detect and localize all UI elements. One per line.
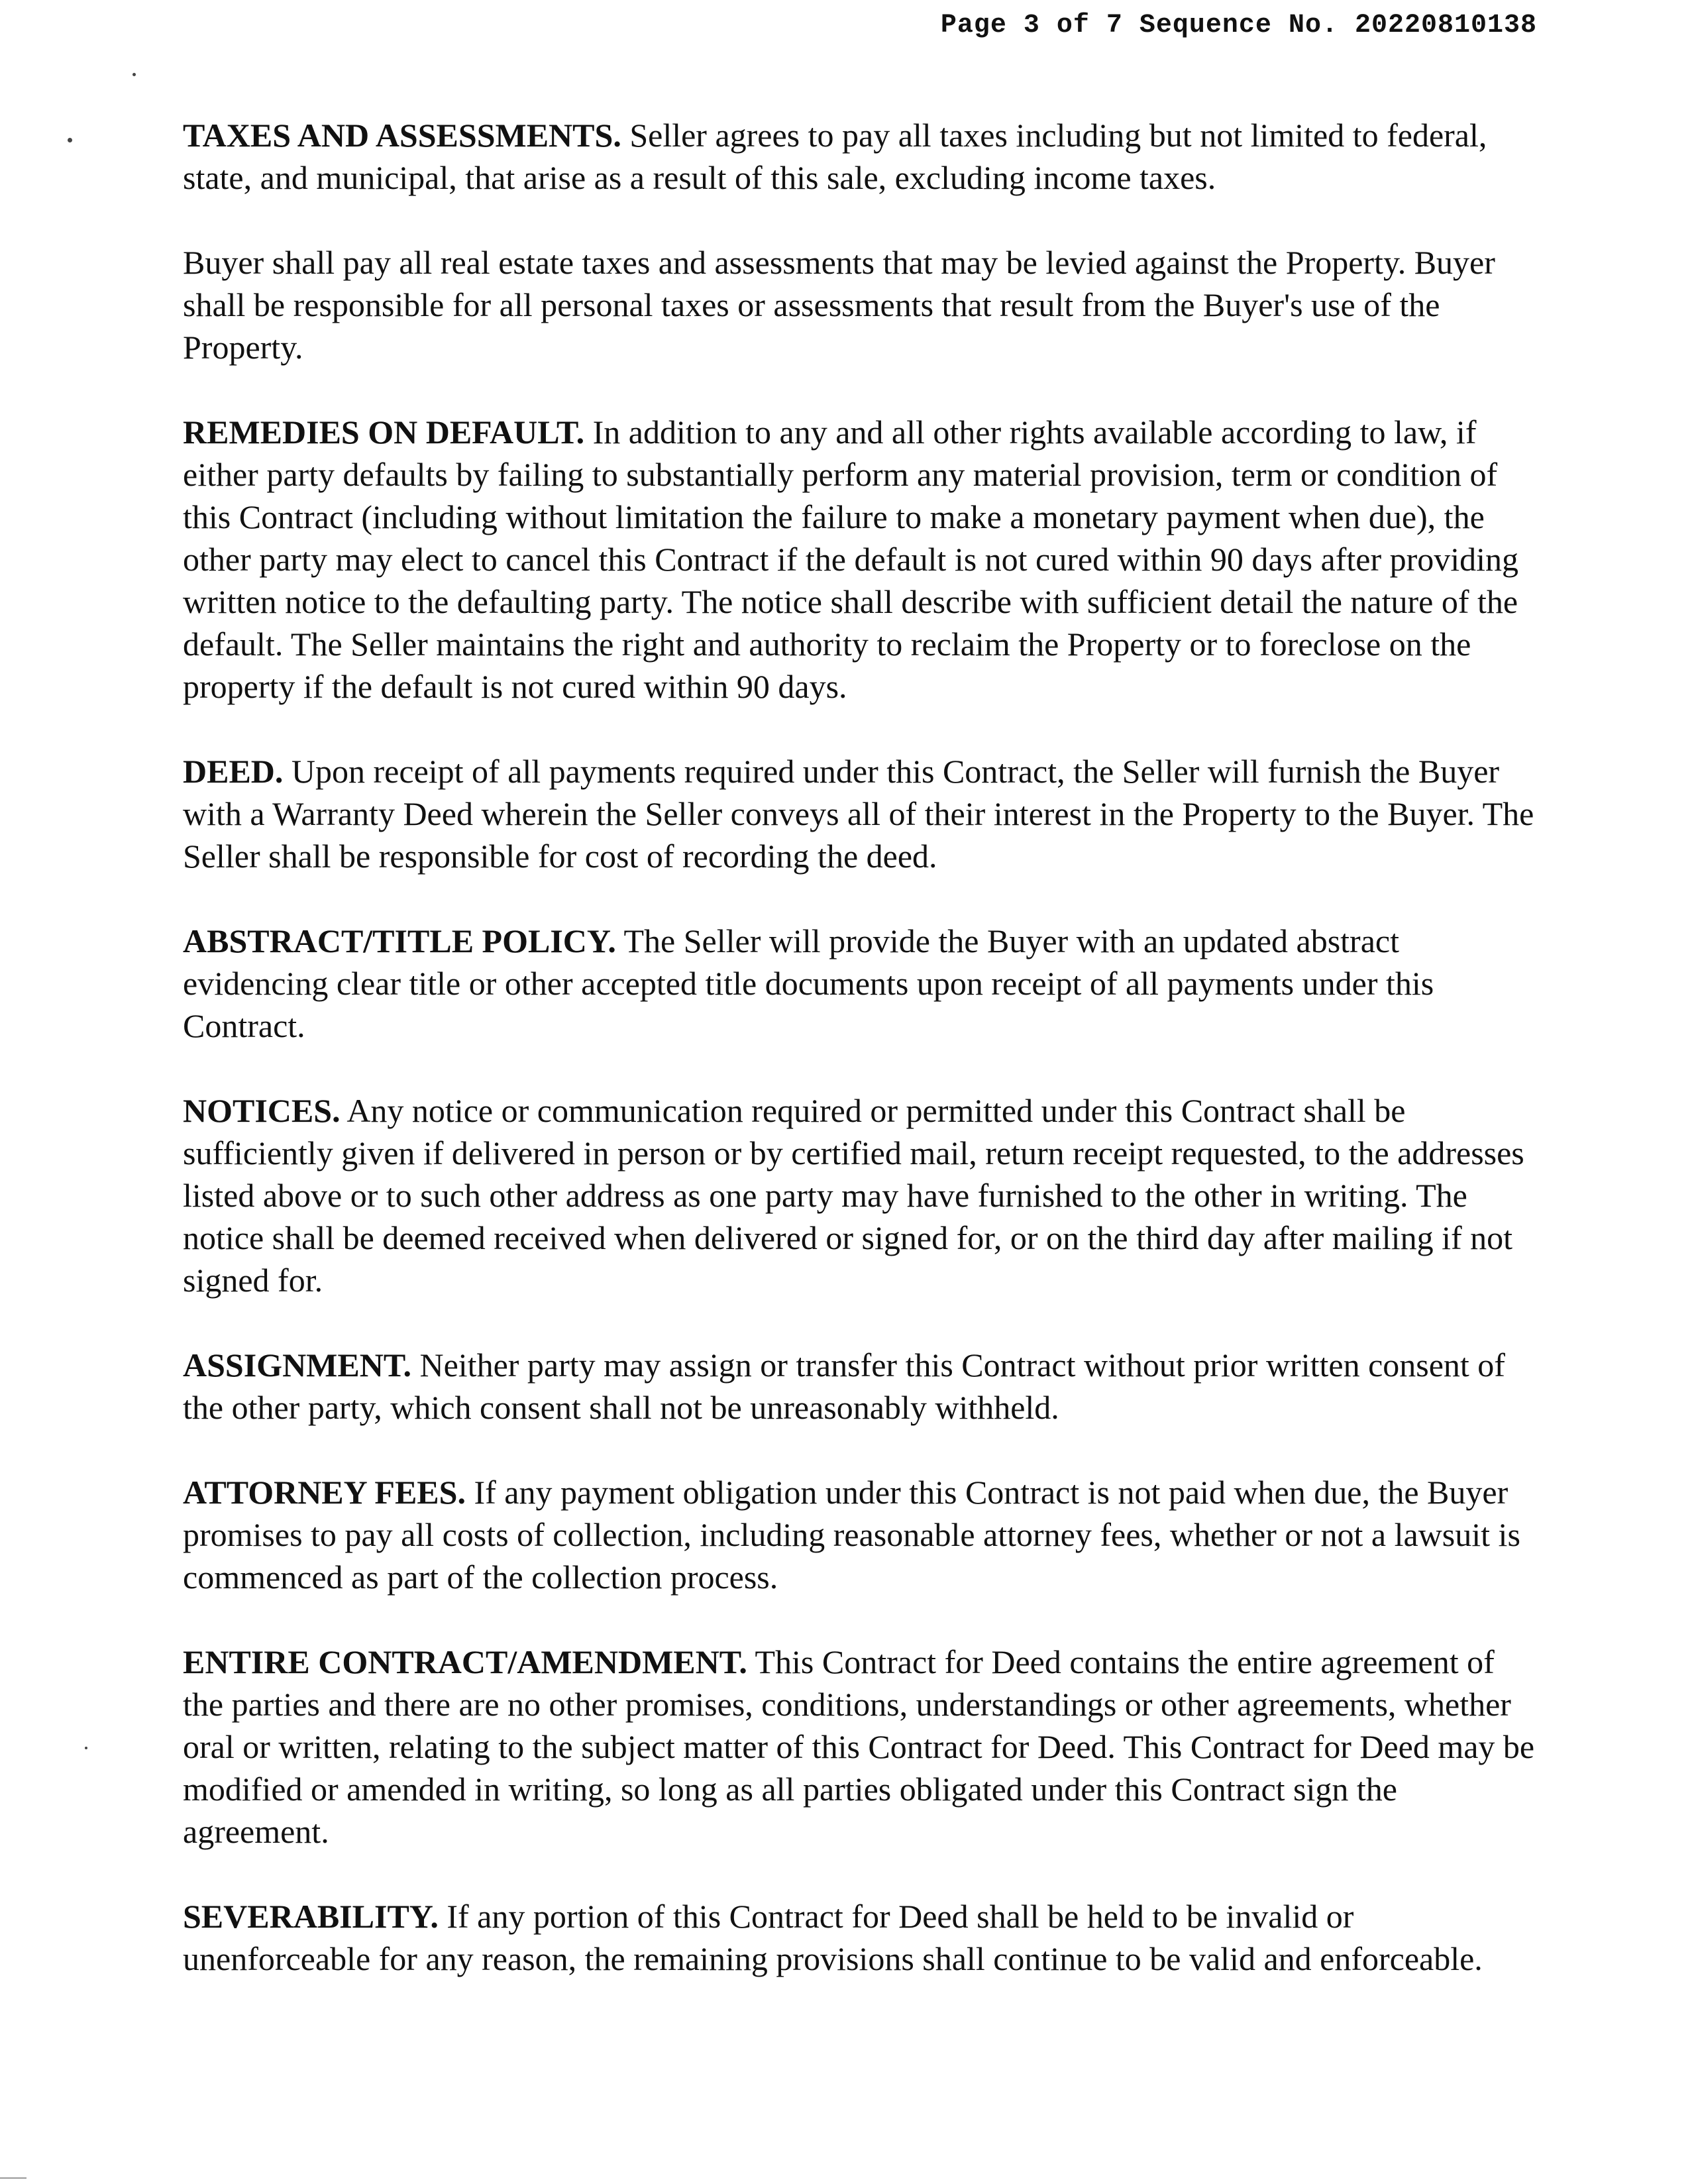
- clause-heading: TAXES AND ASSESSMENTS.: [183, 117, 621, 154]
- scan-speck: [132, 73, 136, 76]
- clause-paragraph: [183, 1344, 1541, 1429]
- clause-paragraph: [183, 1089, 1541, 1301]
- scan-speck: [68, 138, 72, 142]
- clause-text: Upon receipt of all payments required under this Contract, the Seller will furnish the Buyer with a Warranty Deed wherein the Seller conveys all of their interest in the Property to the Buyer. The Seller shall be responsible for cost of recording the deed.: [183, 753, 1534, 875]
- clause-entire-contract-amendment: [183, 1641, 1541, 1853]
- clause-heading: SEVERABILITY.: [183, 1898, 439, 1935]
- clause-heading: REMEDIES ON DEFAULT.: [183, 413, 585, 451]
- clause-text: Any notice or communication required or permitted under this Contract shall be sufficiently given if delivered in person or by certified mail, return receipt requested, to the addresses listed above or to such other address as one party may have furnished to the other in writing. The notice shall be deemed received when delivered or signed for, or on the third day after mailing if not signed for.: [183, 1092, 1524, 1299]
- clause-text: This Contract for Deed contains the entire agreement of the parties and there are no other promises, conditions, understandings or other agreements, whether oral or written, relating to the subject matter of this Contract for Deed. This Contract for Deed may be modified or amended in writing, so long as all parties obligated under this Contract sign the agreement.: [183, 1643, 1535, 1850]
- clause-paragraph: [183, 411, 1541, 708]
- clause-text: If any portion of this Contract for Deed shall be held to be invalid or unenforceable for any reason, the remaining provisions shall continue to be valid and enforceable.: [183, 1898, 1483, 1977]
- clause-attorney-fees: [183, 1471, 1541, 1598]
- clause-text: The Seller will provide the Buyer with an updated abstract evidencing clear title or other accepted title documents upon receipt of all payments under this Contract.: [183, 922, 1434, 1044]
- clause-taxes-and-assessments: [183, 114, 1541, 368]
- clause-paragraph: [183, 920, 1541, 1047]
- clause-heading: NOTICES.: [183, 1092, 341, 1129]
- clause-text: Neither party may assign or transfer this Contract without prior written consent of the other party, which consent shall not be unreasonably withheld.: [183, 1346, 1505, 1426]
- clause-paragraph: [183, 1471, 1541, 1598]
- contract-body: [183, 114, 1541, 2022]
- clause-deed: [183, 750, 1541, 877]
- clause-text: Seller agrees to pay all taxes including but not limited to federal, state, and municipal, that arise as a result of this sale, excluding income taxes.: [183, 117, 1487, 196]
- clause-heading: ENTIRE CONTRACT/AMENDMENT.: [183, 1643, 747, 1680]
- page-header: Page 3 of 7 Sequence No. 20220810138: [940, 11, 1537, 40]
- clause-heading: ASSIGNMENT.: [183, 1346, 411, 1384]
- clause-heading: ABSTRACT/TITLE POLICY.: [183, 922, 616, 959]
- clause-paragraph: [183, 1895, 1541, 1980]
- clause-text: In addition to any and all other rights available according to law, if either party defaults by failing to substantially perform any material provision, term or condition of this Contract (including without limitation the failure to make a monetary payment when due), the other party may elect to cancel this Contract if the default is not cured within 90 days after providing written notice to the defaulting party. The notice shall describe with sufficient detail the nature of the default. The Seller maintains the right and authority to reclaim the Property or to foreclose on the property if the default is not cured within 90 days.: [183, 413, 1519, 705]
- clause-paragraph-followup: Buyer shall pay all real estate taxes and assessments that may be levied against the Property. Buyer shall be responsible for all personal taxes or assessments that result from the Buyer's use of the Property.: [183, 244, 1495, 366]
- clause-paragraph: [183, 114, 1541, 199]
- clause-heading: ATTORNEY FEES.: [183, 1474, 466, 1511]
- scan-speck: [85, 1747, 87, 1749]
- scan-edge-mark: [0, 2177, 26, 2179]
- clause-severability: [183, 1895, 1541, 1980]
- clause-paragraph: [183, 750, 1541, 877]
- clause-assignment: [183, 1344, 1541, 1429]
- clause-notices: [183, 1089, 1541, 1301]
- clause-paragraph: [183, 1641, 1541, 1853]
- clause-abstract-title-policy: [183, 920, 1541, 1047]
- clause-text: If any payment obligation under this Contract is not paid when due, the Buyer promises to pay all costs of collection, including reasonable attorney fees, whether or not a lawsuit is commenced as part of the collection process.: [183, 1474, 1520, 1596]
- clause-heading: DEED.: [183, 753, 284, 790]
- clause-remedies-on-default: [183, 411, 1541, 708]
